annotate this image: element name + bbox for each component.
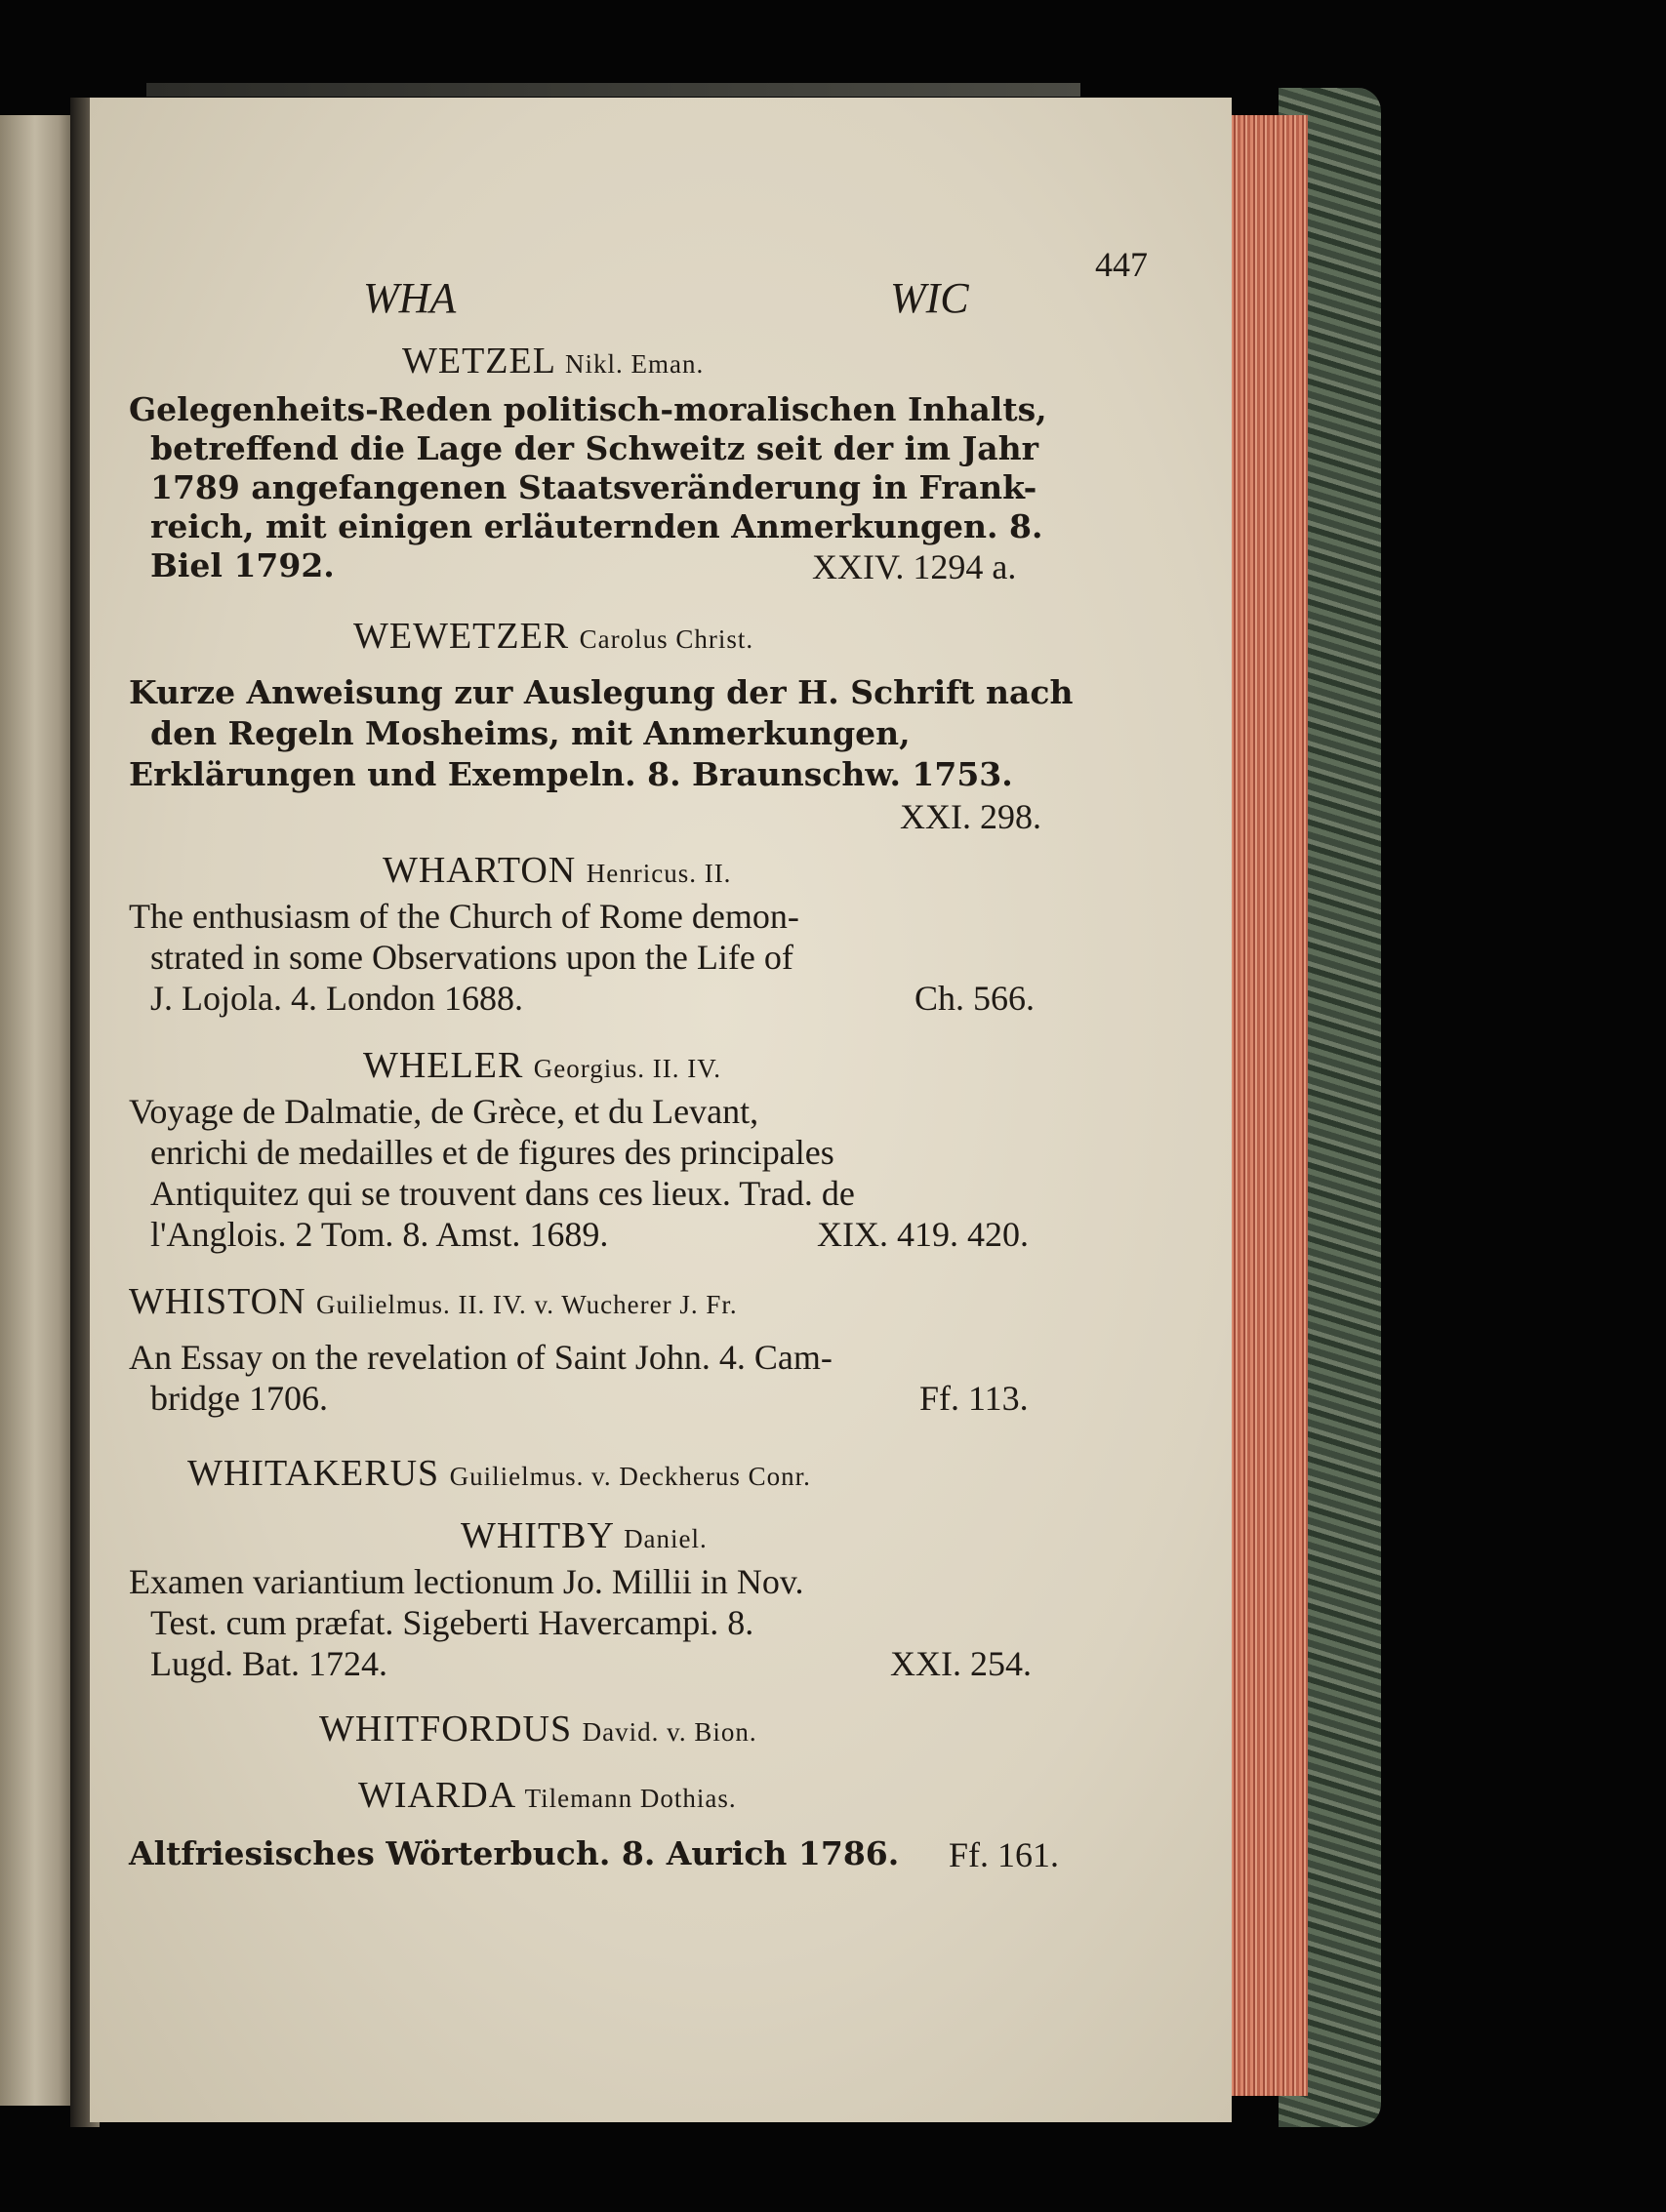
entry-line: l'Anglois. 2 Tom. 8. Amst. 1689. bbox=[150, 1215, 609, 1254]
entry-heading bbox=[383, 849, 731, 892]
entry-line: Erklärungen und Exempeln. 8. Braunschw. 1753. bbox=[129, 755, 1013, 793]
entry-line: betreffend die Lage der Schweitz seit der im Jahr bbox=[150, 429, 1038, 467]
entry-line: Test. cum præfat. Sigeberti Havercampi. 8. bbox=[150, 1603, 754, 1642]
entry-name: WEWETZER bbox=[353, 616, 570, 657]
entry-line: J. Lojola. 4. London 1688. bbox=[150, 979, 523, 1018]
entry-line: reich, mit einigen erläuternden Anmerkungen. 8. bbox=[150, 507, 1043, 545]
entry-line: Examen variantium lectionum Jo. Millii in Nov. bbox=[129, 1562, 804, 1601]
left-page-edge bbox=[0, 115, 78, 2106]
entry-forename: Daniel. bbox=[624, 1524, 708, 1553]
entry-forename: Guilielmus. II. IV. v. Wucherer J. Fr. bbox=[316, 1290, 738, 1319]
entry-forename: Carolus Christ. bbox=[579, 624, 754, 654]
entry-line: Biel 1792. bbox=[150, 546, 335, 584]
entry-name: WHARTON bbox=[383, 850, 577, 891]
entry-forename: Tilemann Dothias. bbox=[524, 1784, 737, 1813]
entry-name: WHITBY bbox=[461, 1515, 614, 1556]
entry-name: WHISTON bbox=[129, 1281, 306, 1322]
entry-reference: XXIV. 1294 a. bbox=[812, 547, 1017, 586]
entry-heading bbox=[363, 1044, 721, 1087]
entry-heading bbox=[129, 1280, 738, 1323]
entry-line: Gelegenheits-Reden politisch-moralischen Inhalts, bbox=[129, 390, 1047, 428]
entry-line: strated in some Observations upon the Life of bbox=[150, 938, 793, 977]
entry-line: Antiquitez qui se trouvent dans ces lieux. Trad. de bbox=[150, 1174, 855, 1213]
entry-line: 1789 angefangenen Staatsveränderung in Frank- bbox=[150, 468, 1037, 506]
entry-forename: Nikl. Eman. bbox=[565, 349, 705, 379]
entry-line: Lugd. Bat. 1724. bbox=[150, 1644, 387, 1683]
entry-heading bbox=[358, 1774, 737, 1817]
entry-line: bridge 1706. bbox=[150, 1379, 328, 1418]
page bbox=[90, 98, 1232, 2122]
entry-reference: XXI. 254. bbox=[890, 1644, 1032, 1683]
entry-name: WHELER bbox=[363, 1045, 524, 1086]
entry-line: Kurze Anweisung zur Auslegung der H. Schrift nach bbox=[129, 673, 1074, 711]
top-binding-strip bbox=[146, 83, 1080, 97]
entry-heading bbox=[187, 1452, 811, 1495]
entry-line: Altfriesisches Wörterbuch. 8. Aurich 1786. bbox=[129, 1834, 900, 1872]
entry-name: WIARDA bbox=[358, 1775, 515, 1816]
entry-line: Voyage de Dalmatie, de Grèce, et du Levant, bbox=[129, 1092, 759, 1131]
entry-forename: David. v. Bion. bbox=[582, 1717, 757, 1747]
entry-line: enrichi de medailles et de figures des principales bbox=[150, 1133, 834, 1172]
entry-name: WETZEL bbox=[402, 341, 555, 382]
running-head-left: WHA bbox=[363, 274, 457, 322]
page-number: 447 bbox=[1095, 245, 1148, 284]
entry-reference: Ff. 113. bbox=[919, 1379, 1029, 1418]
entry-line: An Essay on the revelation of Saint John. 4. Cam- bbox=[129, 1338, 833, 1377]
entry-reference: XIX. 419. 420. bbox=[817, 1215, 1029, 1254]
entry-heading bbox=[353, 615, 753, 658]
entry-forename: Georgius. II. IV. bbox=[533, 1054, 722, 1083]
entry-reference: Ch. 566. bbox=[914, 979, 1036, 1018]
entry-line: The enthusiasm of the Church of Rome demon- bbox=[129, 897, 799, 936]
entry-heading bbox=[461, 1514, 708, 1557]
entry-line: den Regeln Mosheims, mit Anmerkungen, bbox=[150, 714, 911, 752]
entry-name: WHITAKERUS bbox=[187, 1453, 440, 1494]
entry-reference: XXI. 298. bbox=[900, 797, 1041, 836]
entry-heading bbox=[319, 1708, 757, 1750]
entry-name: WHITFORDUS bbox=[319, 1709, 573, 1749]
entry-heading bbox=[402, 340, 704, 382]
entry-reference: Ff. 161. bbox=[949, 1835, 1060, 1874]
running-head-right: WIC bbox=[890, 274, 969, 322]
entry-forename: Guilielmus. v. Deckherus Conr. bbox=[449, 1462, 811, 1491]
entry-forename: Henricus. II. bbox=[586, 859, 732, 888]
